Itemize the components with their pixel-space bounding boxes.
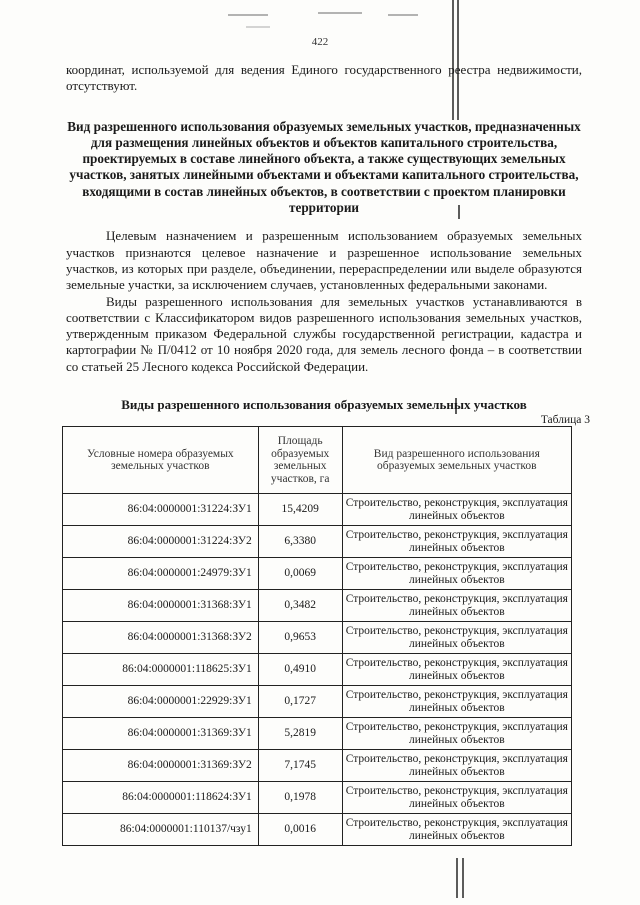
area-cell: 0,3482 bbox=[258, 590, 342, 622]
use-type-cell: Строительство, реконструкция, эксплуатация линейных объектов bbox=[342, 558, 571, 590]
plot-number-cell: 86:04:0000001:31224:ЗУ2 bbox=[63, 526, 259, 558]
table-row bbox=[63, 686, 572, 718]
header-use-type: Вид разрешенного использования образуемых земельных участков bbox=[342, 427, 571, 494]
area-cell: 0,1978 bbox=[258, 782, 342, 814]
table-row bbox=[63, 622, 572, 654]
area-cell: 0,9653 bbox=[258, 622, 342, 654]
table-header-row bbox=[63, 427, 572, 494]
table-row bbox=[63, 558, 572, 590]
area-cell: 0,4910 bbox=[258, 654, 342, 686]
use-type-cell: Строительство, реконструкция, эксплуатация линейных объектов bbox=[342, 526, 571, 558]
intro-paragraph: координат, используемой для ведения Единого государственного реестра недвижимости, отсутствуют. bbox=[66, 62, 582, 94]
table-row bbox=[63, 654, 572, 686]
plot-number-cell: 86:04:0000001:31369:ЗУ1 bbox=[63, 718, 259, 750]
use-type-cell: Строительство, реконструкция, эксплуатация линейных объектов bbox=[342, 718, 571, 750]
paragraph-purpose: Целевым назначением и разрешенным использованием образуемых земельных участков признаются целевое назначение и разрешенное использование земельных участков, из которых при разделе, объединении, перераспределении или выделе образуются земельные участки, за исключением случаев, установленных федеральными законами. bbox=[66, 228, 582, 293]
scan-artifact bbox=[388, 14, 418, 16]
plot-number-cell: 86:04:0000001:118624:ЗУ1 bbox=[63, 782, 259, 814]
table-row bbox=[63, 750, 572, 782]
document-body bbox=[66, 62, 590, 846]
header-area: Площадь образуемых земельных участков, га bbox=[258, 427, 342, 494]
scan-vertical-line bbox=[456, 858, 458, 898]
use-type-cell: Строительство, реконструкция, эксплуатация линейных объектов bbox=[342, 590, 571, 622]
page-number: 422 bbox=[311, 36, 329, 48]
table-row bbox=[63, 590, 572, 622]
area-cell: 7,1745 bbox=[258, 750, 342, 782]
scan-artifact bbox=[228, 14, 268, 16]
table-title: Виды разрешенного использования образуемых земельных участков bbox=[121, 397, 527, 413]
scan-vertical-line bbox=[462, 858, 464, 898]
area-cell: 5,2819 bbox=[258, 718, 342, 750]
section-heading: Вид разрешенного использования образуемых земельных участков, предназначенных для размещения линейных объектов и объектов капитального строительства, проектируемых в составе линейного объекта, а также существующих земельных участков, занятых линейными объектами и объектами капитального строительства, входящими в состав линейных объектов, в соответствии с проектом планировки территории bbox=[67, 118, 581, 216]
plot-number-cell: 86:04:0000001:118625:ЗУ1 bbox=[63, 654, 259, 686]
plot-number-cell: 86:04:0000001:110137/чзу1 bbox=[63, 814, 259, 846]
table-label: Таблица 3 bbox=[540, 414, 590, 427]
scan-artifact bbox=[318, 12, 362, 14]
table-row bbox=[63, 526, 572, 558]
table-row bbox=[63, 718, 572, 750]
plot-number-cell: 86:04:0000001:31224:ЗУ1 bbox=[63, 494, 259, 526]
plot-number-cell: 86:04:0000001:24979:ЗУ1 bbox=[63, 558, 259, 590]
plot-number-cell: 86:04:0000001:31368:ЗУ2 bbox=[63, 622, 259, 654]
use-type-cell: Строительство, реконструкция, эксплуатация линейных объектов bbox=[342, 686, 571, 718]
use-type-cell: Строительство, реконструкция, эксплуатация линейных объектов bbox=[342, 622, 571, 654]
area-cell: 0,1727 bbox=[258, 686, 342, 718]
area-cell: 0,0016 bbox=[258, 814, 342, 846]
use-type-cell: Строительство, реконструкция, эксплуатация линейных объектов bbox=[342, 782, 571, 814]
table-row bbox=[63, 782, 572, 814]
table-row bbox=[63, 814, 572, 846]
plot-number-cell: 86:04:0000001:22929:ЗУ1 bbox=[63, 686, 259, 718]
area-cell: 15,4209 bbox=[258, 494, 342, 526]
land-use-table bbox=[62, 426, 572, 846]
table-body bbox=[63, 494, 572, 846]
use-type-cell: Строительство, реконструкция, эксплуатация линейных объектов bbox=[342, 750, 571, 782]
header-plot-number: Условные номера образуемых земельных участков bbox=[63, 427, 259, 494]
area-cell: 0,0069 bbox=[258, 558, 342, 590]
use-type-cell: Строительство, реконструкция, эксплуатация линейных объектов bbox=[342, 494, 571, 526]
plot-number-cell: 86:04:0000001:31369:ЗУ2 bbox=[63, 750, 259, 782]
table-row bbox=[63, 494, 572, 526]
plot-number-cell: 86:04:0000001:31368:ЗУ1 bbox=[63, 590, 259, 622]
paragraph-classifier: Виды разрешенного использования для земельных участков устанавливаются в соответствии с Классификатором видов разрешенного использования земельных участков, утвержденным приказом Федеральной службы государственной регистрации, кадастра и картографии № П/0412 от 10 ноября 2020 года, для земель лесного фонда – в соответствии со статьей 25 Лесного кодекса Российской Федерации. bbox=[66, 293, 582, 374]
scan-artifact bbox=[246, 26, 270, 28]
use-type-cell: Строительство, реконструкция, эксплуатация линейных объектов bbox=[342, 814, 571, 846]
area-cell: 6,3380 bbox=[258, 526, 342, 558]
use-type-cell: Строительство, реконструкция, эксплуатация линейных объектов bbox=[342, 654, 571, 686]
